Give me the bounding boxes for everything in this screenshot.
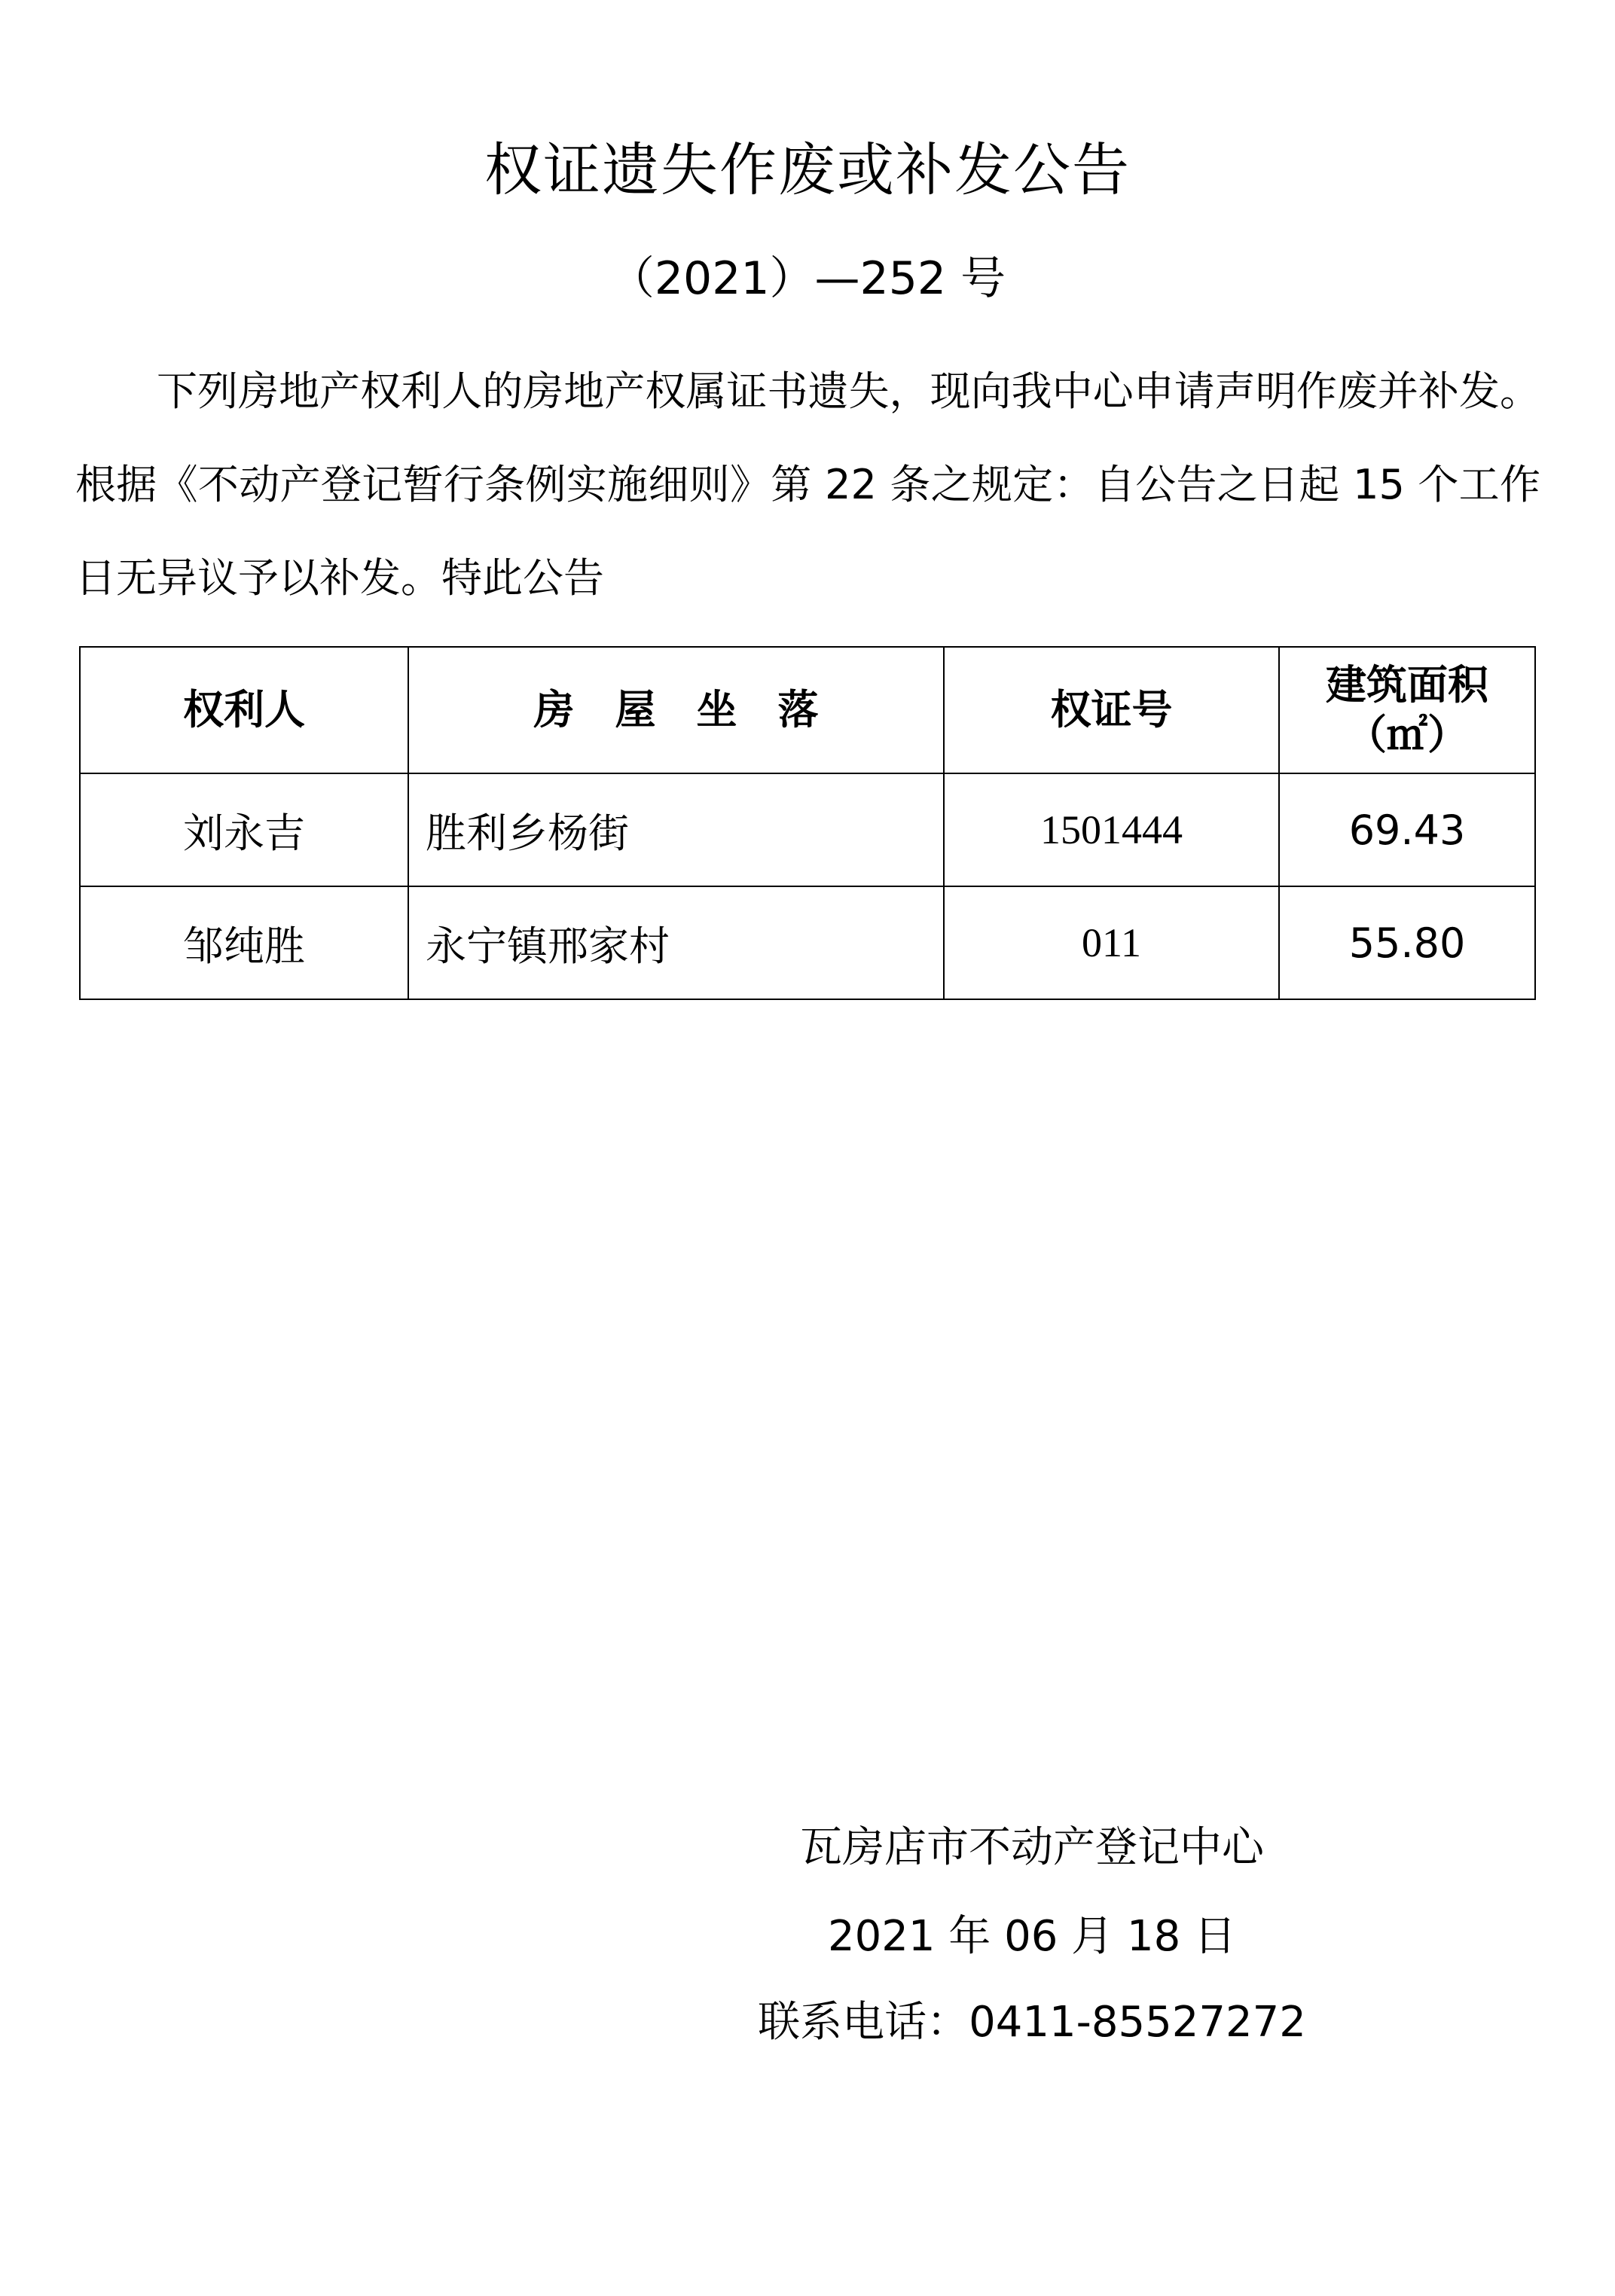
- notice-body: 下列房地产权利人的房地产权属证书遗失，现向我中心申请声明作废并补发。根据《不动产登记暂行条例实施细则》第 22 条之规定：自公告之日起 15 个工作日无异议予以补发。特此公告: [75, 367, 1540, 602]
- cell-location: 永宁镇邢家村: [408, 886, 944, 999]
- cell-holder: 邹纯胜: [80, 886, 408, 999]
- cell-area: 69.43: [1279, 773, 1535, 886]
- table-row: [80, 886, 1535, 999]
- issuer-name: 瓦房店市不动产登记中心: [800, 1823, 1264, 1872]
- cell-cert-no: 011: [944, 886, 1279, 999]
- header-cert-no: 权证号: [944, 647, 1279, 773]
- records-table: [79, 646, 1536, 1000]
- table-row: [80, 773, 1535, 886]
- cell-holder: 刘永吉: [80, 773, 408, 886]
- cell-cert-no: 1501444: [944, 773, 1279, 886]
- header-holder: 权利人: [80, 647, 408, 773]
- notice-number: （2021）—252 号: [609, 252, 1006, 305]
- cell-area: 55.80: [1279, 886, 1535, 999]
- header-location: 房 屋 坐 落: [408, 647, 944, 773]
- cell-location: 胜利乡杨街: [408, 773, 944, 886]
- header-area-line1: 建筑面积: [1326, 661, 1488, 709]
- header-area-line2: （㎡）: [1346, 711, 1468, 758]
- issue-date: 2021 年 06 月 18 日: [827, 1912, 1237, 1961]
- header-area: [1279, 647, 1535, 773]
- notice-title: 权证遗失作废或补发公告: [484, 136, 1131, 203]
- contact-phone: 联系电话：0411-85527272: [758, 1998, 1306, 2047]
- table-header-row: [80, 647, 1535, 773]
